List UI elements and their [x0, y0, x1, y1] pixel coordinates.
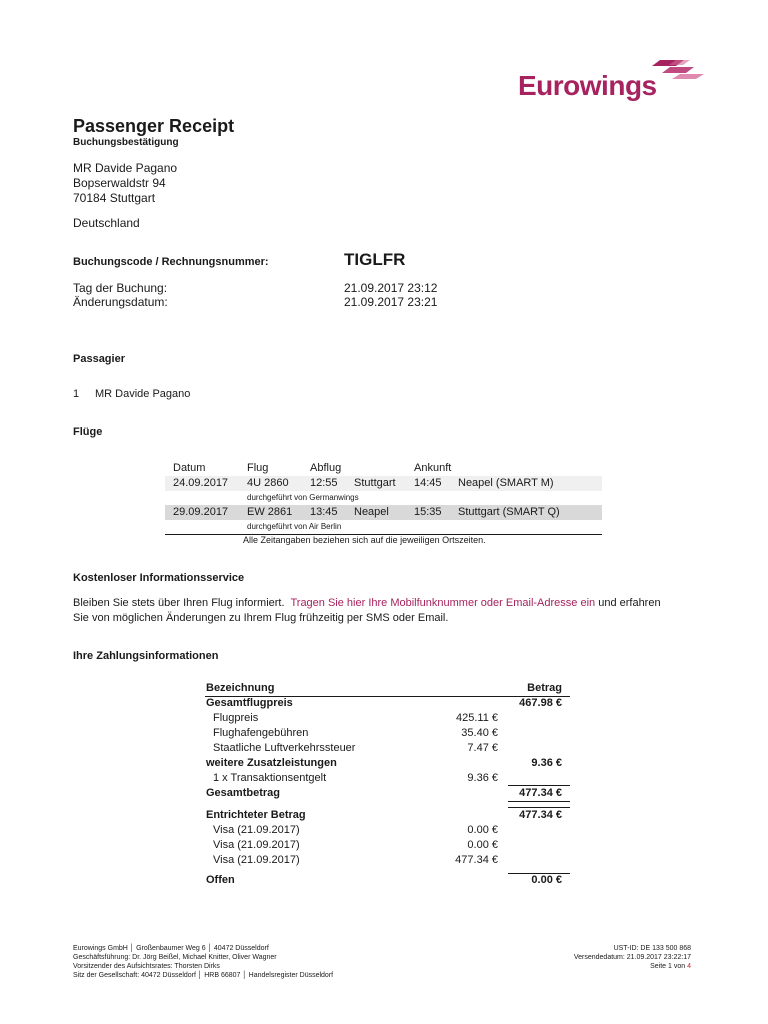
customer-city: 70184 Stuttgart [73, 191, 156, 205]
grand-total-rule [508, 801, 570, 802]
extra-item-label: 1 x Transaktionsentgelt [213, 772, 327, 784]
flights-note: Alle Zeitangaben beziehen sich auf die jeweiligen Ortszeiten. [243, 535, 486, 545]
col-date: Datum [173, 462, 206, 474]
payment-item-row [205, 853, 570, 868]
fare-item-row [205, 711, 570, 726]
customer-country: Deutschland [73, 216, 140, 230]
flight-row [165, 476, 602, 491]
flights-heading: Flüge [73, 426, 103, 438]
passenger-heading: Passagier [73, 353, 125, 365]
footer-meta [574, 944, 691, 971]
logo-wordmark: Eurowings [518, 70, 657, 101]
info-service-text: Bleiben Sie stets über Ihren Flug informiert. [73, 597, 285, 609]
info-service-heading: Kostenloser Informationsservice [73, 572, 245, 584]
flight-date: 24.09.2017 [173, 477, 229, 489]
eurowings-logo [518, 56, 698, 106]
departure-city: Stuttgart [354, 477, 396, 489]
extra-item-value: 9.36 € [467, 772, 498, 784]
passenger-name: MR Davide Pagano [95, 388, 191, 400]
flight-date: 29.09.2017 [173, 506, 229, 518]
arrival-city: Stuttgart (SMART Q) [458, 506, 560, 518]
fare-item-value: 35.40 € [461, 727, 498, 739]
footer-sent-date: Versendedatum: 21.09.2017 23:22:17 [573, 954, 691, 961]
footer-ust: UST-ID: DE 133 500 868 [613, 945, 691, 952]
flight-number: 4U 2860 [247, 477, 289, 489]
paid-value: 477.34 € [519, 809, 562, 821]
paid-row [205, 808, 570, 823]
wing-stripes-icon [650, 58, 706, 80]
total-fare-label: Gesamtflugpreis [206, 697, 293, 709]
extras-label: weitere Zusatzleistungen [206, 757, 337, 769]
payment-header-row [205, 681, 570, 696]
open-row [205, 873, 570, 888]
flight-operator-row [165, 491, 602, 505]
booking-date: 21.09.2017 23:12 [344, 281, 438, 295]
col-flight: Flug [247, 462, 269, 474]
arrival-time: 14:45 [414, 477, 442, 489]
col-amount: Betrag [527, 682, 562, 694]
departure-time: 12:55 [310, 477, 338, 489]
payment-item-row [205, 823, 570, 838]
arrival-city: Neapel (SMART M) [458, 477, 554, 489]
col-description: Bezeichnung [206, 682, 275, 694]
page-subtitle: Buchungsbestätigung [73, 137, 179, 148]
grand-total-label: Gesamtbetrag [206, 787, 280, 799]
fare-item-row [205, 726, 570, 741]
grand-total-row [205, 786, 570, 801]
change-date: 21.09.2017 23:21 [344, 295, 438, 309]
total-fare-value: 467.98 € [519, 697, 562, 709]
extras-row [205, 756, 570, 771]
paid-rule [508, 807, 570, 808]
flight-number: EW 2861 [247, 506, 293, 518]
footer-page [574, 962, 691, 971]
payment-item-row [205, 838, 570, 853]
change-date-label: Änderungsdatum: [73, 295, 168, 309]
customer-street: Bopserwaldstr 94 [73, 176, 166, 190]
flight-operator: durchgeführt von Air Berlin [247, 522, 342, 531]
booking-code: TIGLFR [344, 250, 406, 269]
col-departure: Abflug [310, 462, 342, 474]
info-service-text-after: und erfahren [598, 597, 661, 609]
payment-item-label: Visa (21.09.2017) [213, 824, 300, 836]
fare-item-label: Staatliche Luftverkehrssteuer [213, 742, 356, 754]
arrival-time: 15:35 [414, 506, 442, 518]
flight-row [165, 505, 602, 520]
flights-note-row [165, 535, 602, 547]
page-title: Passenger Receipt [73, 116, 235, 136]
info-service-link[interactable]: Tragen Sie hier Ihre Mobilfunknummer oder Email-Adresse ein [290, 597, 596, 609]
payment-heading: Ihre Zahlungsinformationen [73, 650, 219, 662]
open-label: Offen [206, 874, 235, 886]
flight-operator: durchgeführt von Germanwings [247, 493, 359, 502]
page-prefix: Seite 1 von [650, 963, 686, 970]
payment-item-label: Visa (21.09.2017) [213, 854, 300, 866]
info-service-line-1 [73, 597, 661, 609]
departure-time: 13:45 [310, 506, 338, 518]
fare-item-label: Flugpreis [213, 712, 259, 724]
col-arrival: Ankunft [414, 462, 452, 474]
total-fare-row [205, 696, 570, 711]
footer-company [73, 944, 333, 980]
payment-item-label: Visa (21.09.2017) [213, 839, 300, 851]
flights-header-row [165, 461, 602, 476]
footer-line: Sitz der Gesellschaft: 40472 Düsseldorf │ HRB 66807 │ Handelsregister Düsseldorf [73, 972, 334, 979]
fare-item-value: 425.11 € [455, 712, 498, 724]
booking-code-label: Buchungscode / Rechnungsnummer: [73, 256, 269, 268]
open-value: 0.00 € [531, 874, 562, 886]
payment-table [205, 681, 570, 888]
footer-line: Vorsitzender des Aufsichtsrates: Thorsten Dirks [73, 963, 220, 970]
fare-item-row [205, 741, 570, 756]
grand-total-value: 477.34 € [519, 787, 562, 799]
fare-item-value: 7.47 € [467, 742, 498, 754]
flight-operator-row [165, 520, 602, 534]
booking-date-label: Tag der Buchung: [73, 281, 168, 295]
passenger-number: 1 [73, 388, 80, 400]
footer-line: Eurowings GmbH │ Großenbaumer Weg 6 │ 40472 Düsseldorf [73, 945, 269, 952]
departure-city: Neapel [354, 506, 389, 518]
extras-value: 9.36 € [531, 757, 562, 769]
customer-address [73, 161, 177, 231]
payment-item-value: 477.34 € [455, 854, 498, 866]
payment-item-value: 0.00 € [467, 839, 498, 851]
fare-item-label: Flughafengebühren [213, 727, 309, 739]
page-total: 4 [687, 963, 691, 970]
payment-item-value: 0.00 € [467, 824, 498, 836]
info-service-line-2: Sie von möglichen Änderungen zu Ihrem Flug frühzeitig per SMS oder Email. [73, 612, 449, 624]
extra-item-row [205, 771, 570, 786]
flights-table [165, 461, 602, 547]
footer-line: Geschäftsführung: Dr. Jörg Beißel, Michael Knitter, Oliver Wagner [73, 954, 277, 961]
paid-label: Entrichteter Betrag [206, 809, 306, 821]
customer-name: MR Davide Pagano [73, 161, 178, 175]
